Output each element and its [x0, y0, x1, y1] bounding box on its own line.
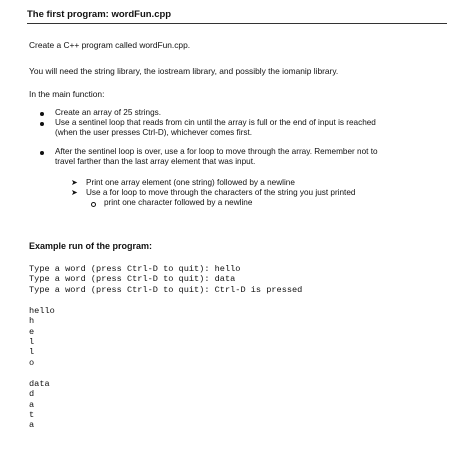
output-line: t: [29, 410, 35, 420]
bullet-2-line-2: (when the user presses Ctrl-D), whichever comes first.: [55, 128, 253, 137]
output-line: l: [29, 337, 35, 347]
bullet-3-line-2: travel farther than the last array element that was input.: [55, 157, 256, 166]
output-line: o: [29, 358, 35, 368]
output-line: h: [29, 316, 35, 326]
circle-bullet-icon: [91, 202, 96, 207]
run-prompt-line-1: Type a word (press Ctrl-D to quit): hello: [29, 264, 241, 274]
sub-bullet-item: print one character followed by a newline: [104, 198, 253, 207]
bullet-1-line-1: Create an array of 25 strings.: [55, 108, 162, 117]
arrow-bullet-icon: ➤: [71, 178, 78, 187]
bullet-2-line-1: Use a sentinel loop that reads from cin until the array is full or the end of input is reached: [55, 118, 376, 127]
intro-line-3: In the main function:: [29, 89, 105, 99]
output-line: a: [29, 400, 35, 410]
bullet-3-line-1: After the sentinel loop is over, use a for loop to move through the array. Remember not to: [55, 147, 378, 156]
run-prompt-line-2: Type a word (press Ctrl-D to quit): data: [29, 274, 236, 284]
arrow-item-2: Use a for loop to move through the characters of the string you just printed: [86, 188, 356, 197]
output-line: l: [29, 347, 35, 357]
intro-line-1: Create a C++ program called wordFun.cpp.: [29, 40, 191, 50]
page-heading: The first program: wordFun.cpp: [27, 9, 172, 20]
run-prompt-line-3: Type a word (press Ctrl-D to quit): Ctrl-D is pressed: [29, 285, 303, 295]
output-line: data: [29, 379, 50, 389]
output-line: a: [29, 420, 35, 430]
example-heading: Example run of the program:: [29, 241, 153, 251]
bullet-dot: [40, 122, 44, 126]
output-line: hello: [29, 306, 55, 316]
intro-line-2: You will need the string library, the iostream library, and possibly the iomanip library.: [29, 66, 339, 76]
output-line: e: [29, 327, 35, 337]
bullet-dot: [40, 151, 44, 155]
arrow-item-1: Print one array element (one string) followed by a newline: [86, 178, 295, 187]
arrow-bullet-icon: ➤: [71, 188, 78, 197]
output-line: d: [29, 389, 35, 399]
bullet-dot: [40, 112, 44, 116]
heading-rule: [27, 23, 447, 24]
